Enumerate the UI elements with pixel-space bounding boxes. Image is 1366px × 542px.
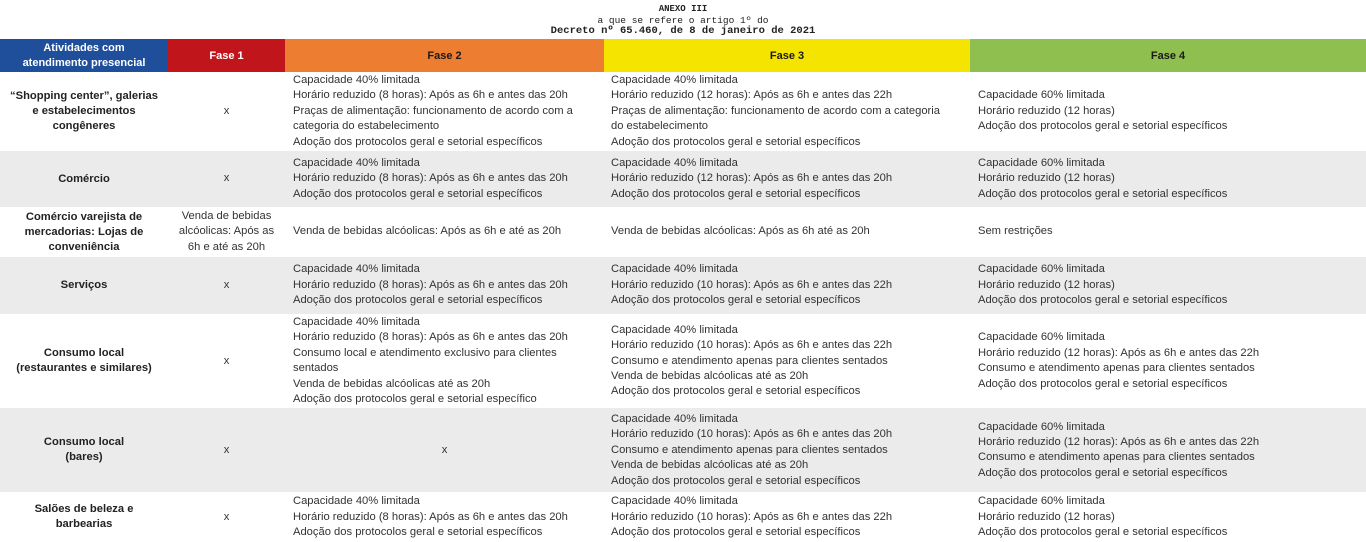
document-header (0, 4, 1366, 37)
fase4-cell: Capacidade 60% limitada Horário reduzido (12 horas) Adoção dos protocolos geral e setorial específicos (970, 151, 1366, 207)
activity-cell: Comércio (0, 151, 168, 207)
fase4-cell: Capacidade 60% limitada Horário reduzido (12 horas) Adoção dos protocolos geral e setorial específicos (970, 492, 1366, 542)
fase1-cell: x (168, 257, 285, 314)
table-row (0, 492, 1366, 542)
fase1-cell: x (168, 408, 285, 492)
fase2-cell: x (285, 408, 604, 492)
phases-table (0, 39, 1366, 542)
fase3-cell: Capacidade 40% limitada Horário reduzido (10 horas): Após as 6h e antes das 22h Consumo e atendimento apenas para clientes sentados Venda de bebidas alcóolicas até as 20h Adoção dos protocolos geral e setorial específicos (604, 314, 970, 408)
fase3-cell: Capacidade 40% limitada Horário reduzido (10 horas): Após as 6h e antes das 20h Consumo e atendimento apenas para clientes sentados Venda de bebidas alcóolicas até as 20h Adoção dos protocolos geral e setorial específicos (604, 408, 970, 492)
fase1-cell: Venda de bebidas alcóolicas: Após as 6h e até as 20h (168, 207, 285, 257)
table-row (0, 408, 1366, 492)
table-row (0, 314, 1366, 408)
fase2-cell: Venda de bebidas alcóolicas: Após as 6h e até as 20h (285, 207, 604, 257)
fase4-cell: Capacidade 60% limitada Horário reduzido (12 horas): Após as 6h e antes das 22h Consumo e atendimento apenas para clientes sentados Adoção dos protocolos geral e setorial específicos (970, 408, 1366, 492)
table-row (0, 151, 1366, 207)
fase2-cell: Capacidade 40% limitada Horário reduzido (8 horas): Após as 6h e antes das 20h Consumo local e atendimento exclusivo para clientes sentados Venda de bebidas alcóolicas até as 20h Adoção dos protocolos geral e setorial específico (285, 314, 604, 408)
fase2-cell: Capacidade 40% limitada Horário reduzido (8 horas): Após as 6h e antes das 20h Adoção dos protocolos geral e setorial específicos (285, 257, 604, 314)
column-header-fase-1: Fase 1 (168, 39, 285, 72)
annex-title: ANEXO III (658, 4, 708, 14)
fase4-cell: Capacidade 60% limitada Horário reduzido (12 horas) Adoção dos protocolos geral e setorial específicos (970, 72, 1366, 151)
fase3-cell: Venda de bebidas alcóolicas: Após as 6h até as 20h (604, 207, 970, 257)
table-row (0, 72, 1366, 151)
fase1-cell: x (168, 72, 285, 151)
fase2-cell: Capacidade 40% limitada Horário reduzido (8 horas): Após as 6h e antes das 20h Praças de alimentação: funcionamento de acordo com a categoria do estabelecimento Adoção dos protocolos geral e setorial específicos (285, 72, 604, 151)
fase3-cell: Capacidade 40% limitada Horário reduzido (12 horas): Após as 6h e antes das 20h Adoção dos protocolos geral e setorial específicos (604, 151, 970, 207)
activity-cell: Consumo local (restaurantes e similares) (0, 314, 168, 408)
fase3-cell: Capacidade 40% limitada Horário reduzido (10 horas): Após as 6h e antes das 22h Adoção dos protocolos geral e setorial específicos (604, 492, 970, 542)
column-header-fase-3: Fase 3 (604, 39, 970, 72)
fase4-cell: Capacidade 60% limitada Horário reduzido (12 horas) Adoção dos protocolos geral e setorial específicos (970, 257, 1366, 314)
fase2-cell: Capacidade 40% limitada Horário reduzido (8 horas): Após as 6h e antes das 20h Adoção dos protocolos geral e setorial específicos (285, 151, 604, 207)
fase2-cell: Capacidade 40% limitada Horário reduzido (8 horas): Após as 6h e antes das 20h Adoção dos protocolos geral e setorial específicos (285, 492, 604, 542)
fase1-cell: x (168, 492, 285, 542)
activity-cell: Salões de beleza e barbearias (0, 492, 168, 542)
table-row (0, 207, 1366, 257)
column-header-activities: Atividades com atendimento presencial (0, 39, 168, 72)
activity-cell: Consumo local (bares) (0, 408, 168, 492)
annex-subtitle: a que se refere o artigo 1º do (597, 15, 769, 26)
column-header-fase-2: Fase 2 (285, 39, 604, 72)
fase1-cell: x (168, 151, 285, 207)
column-header-fase-4: Fase 4 (970, 39, 1366, 72)
activity-cell: “Shopping center”, galerias e estabelecimentos congêneres (0, 72, 168, 151)
table-header-row (0, 39, 1366, 72)
activity-cell: Comércio varejista de mercadorias: Lojas de conveniência (0, 207, 168, 257)
activity-cell: Serviços (0, 257, 168, 314)
fase3-cell: Capacidade 40% limitada Horário reduzido (12 horas): Após as 6h e antes das 22h Praças de alimentação: funcionamento de acordo com a categoria do estabelecimento Adoção dos protocolos geral e setorial específicos (604, 72, 970, 151)
decree-reference: Decreto nº 65.460, de 8 de janeiro de 2021 (550, 25, 816, 37)
fase3-cell: Capacidade 40% limitada Horário reduzido (10 horas): Após as 6h e antes das 22h Adoção dos protocolos geral e setorial específicos (604, 257, 970, 314)
fase4-cell: Sem restrições (970, 207, 1366, 257)
fase4-cell: Capacidade 60% limitada Horário reduzido (12 horas): Após as 6h e antes das 22h Consumo e atendimento apenas para clientes sentados Adoção dos protocolos geral e setorial específicos (970, 314, 1366, 408)
table-row (0, 257, 1366, 314)
fase1-cell: x (168, 314, 285, 408)
